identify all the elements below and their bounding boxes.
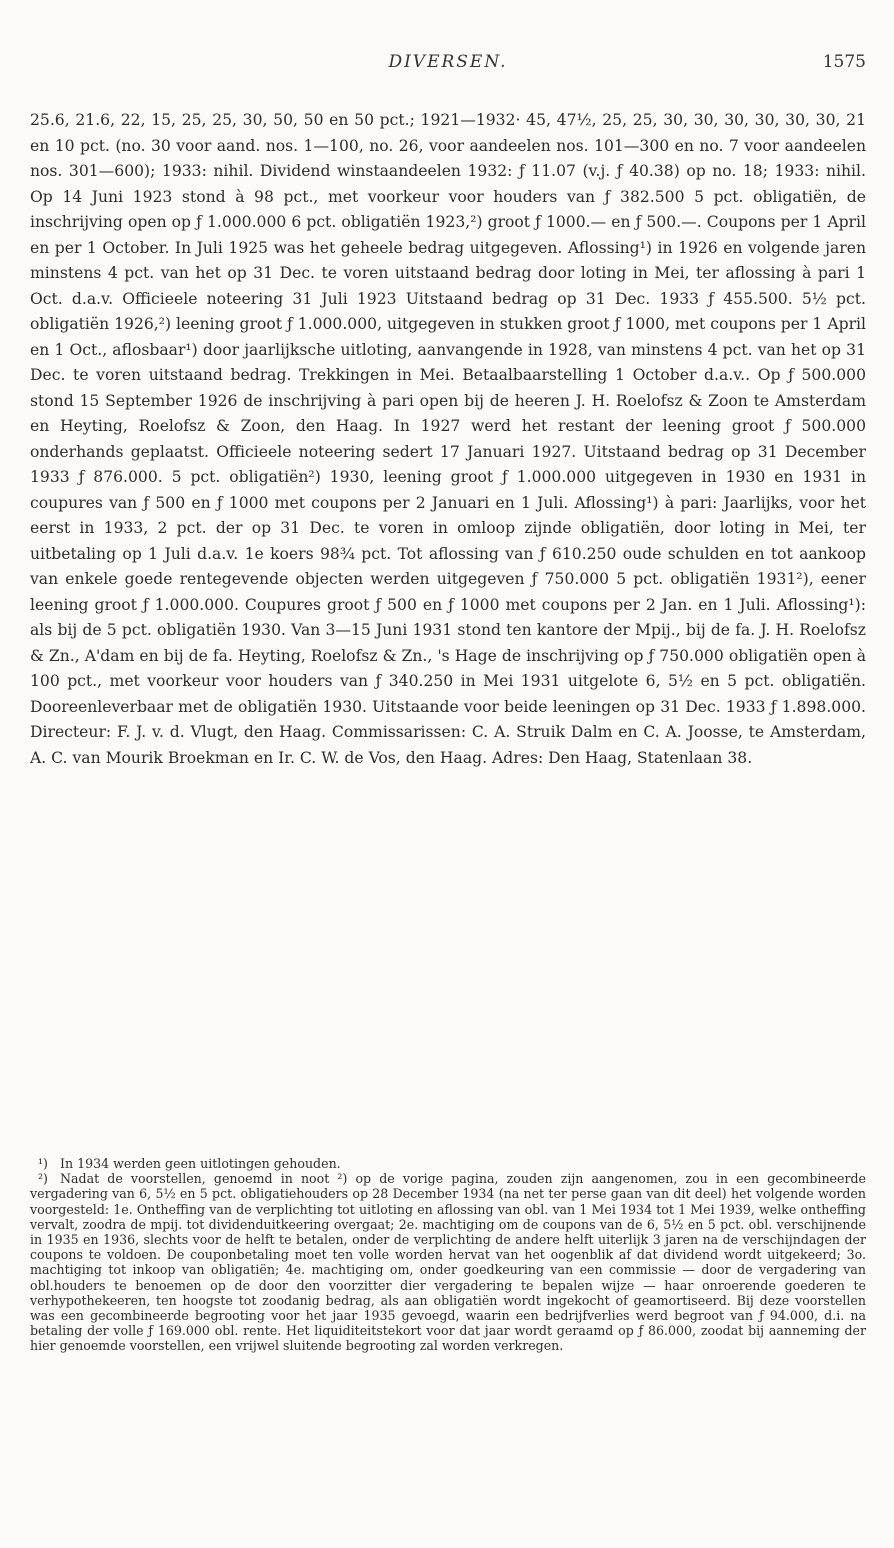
page-number: 1575 — [822, 52, 866, 72]
footnote-mark-2: ²) — [38, 1171, 48, 1187]
page-header — [30, 52, 866, 82]
footnote-2 — [30, 1171, 866, 1353]
footnote-1 — [30, 1156, 866, 1171]
running-title: DIVERSEN. — [388, 52, 508, 72]
footnote-mark-1: ¹) — [38, 1156, 48, 1171]
footnote-text-1: In 1934 werden geen uitlotingen gehouden. — [60, 1156, 341, 1171]
body-paragraph: 25.6, 21.6, 22, 15, 25, 25, 30, 50, 50 en 50 pct.; 1921—1932· 45, 47½, 25, 25, 30, 30, 30, 30, 30, 30, 21 en 10 pct. (no. 30 voor aand. nos. 1—100, no. 26, voor aandeelen nos. 101—300 en no. 7 voor aandeelen nos. 301—600); 1933: nihil. Dividend winstaandeelen 1932: ƒ 11.07 (v.j. ƒ 40.38) op no. 18; 1933: nihil. Op 14 Juni 1923 stond à 98 pct., met voorkeur voor houders van ƒ 382.500 5 pct. obligatiën, de inschrijving open op ƒ 1.000.000 6 pct. obligatiën 1923,²) groot ƒ 1000.— en ƒ 500.—. Coupons per 1 April en per 1 October. In Juli 1925 was het geheele bedrag uitgegeven. Aflossing¹) in 1926 en volgende jaren minstens 4 pct. van het op 31 Dec. te voren uitstaand bedrag door loting in Mei, ter aflossing à pari 1 Oct. d.a.v. Officieele noteering 31 Juli 1923 Uitstaand bedrag op 31 Dec. 1933 ƒ 455.500. 5½ pct. obligatiën 1926,²) leening groot ƒ 1.000.000, uitgegeven in stukken groot ƒ 1000, met coupons per 1 April en 1 Oct., aflosbaar¹) door jaarlijksche uitloting, aanvangende in 1928, van minstens 4 pct. van het op 31 Dec. te voren uitstaand bedrag. Trekkingen in Mei. Betaalbaarstelling 1 October d.a.v.. Op ƒ 500.000 stond 15 September 1926 de inschrijving à pari open bij de heeren J. H. Roelofsz & Zoon te Amsterdam en Heyting, Roelofsz & Zoon, den Haag. In 1927 werd het restant der leening groot ƒ 500.000 onderhands geplaatst. Officieele noteering sedert 17 Januari 1927. Uitstaand bedrag op 31 December 1933 ƒ 876.000. 5 pct. obligatiën²) 1930, leening groot ƒ 1.000.000 uitgegeven in 1930 en 1931 in coupures van ƒ 500 en ƒ 1000 met coupons per 2 Januari en 1 Juli. Aflossing¹) à pari: Jaarlijks, voor het eerst in 1933, 2 pct. der op 31 Dec. te voren in omloop zijnde obligatiën, door loting in Mei, ter uitbetaling op 1 Juli d.a.v. 1e koers 98¾ pct. Tot aflossing van ƒ 610.250 oude schulden en tot aankoop van enkele goede rentegevende objecten werden uitgegeven ƒ 750.000 5 pct. obligatiën 1931²), eener leening groot ƒ 1.000.000. Coupures groot ƒ 500 en ƒ 1000 met coupons per 2 Jan. en 1 Juli. Aflossing¹): als bij de 5 pct. obligatiën 1930. Van 3—15 Juni 1931 stond ten kantore der Mpij., bij de fa. J. H. Roelofsz & Zn., A'dam en bij de fa. Heyting, Roelofsz & Zn., 's Hage de inschrijving op ƒ 750.000 obligatiën open à 100 pct., met voorkeur voor houders van ƒ 340.250 in Mei 1931 uitgelote 6, 5½ en 5 pct. obligatiën. Dooreenleverbaar met de obligatiën 1930. Uitstaande voor beide leeningen op 31 Dec. 1933 ƒ 1.898.000. Directeur: F. J. v. d. Vlugt, den Haag. Commissarissen: C. A. Struik Dalm en C. A. Joosse, te Amsterdam, A. C. van Mourik Broekman en Ir. C. W. de Vos, den Haag. Adres: Den Haag, Statenlaan 38. — [30, 111, 866, 767]
body-text — [30, 108, 866, 1148]
footnote-text-2: Nadat de voorstellen, genoemd in noot ²) op de vorige pagina, zouden zijn aangenomen, zou in een gecombineerde vergadering van 6, 5½ en 5 pct. obligatiehouders op 28 December 1934 (na net ter perse gaan van dit deel) het volgende worden voorgesteld: 1e. Ontheffing van de verplichting tot uitloting en aflossing van obl. van 1 Mei 1934 tot 1 Mei 1939, welke ontheffing vervalt, zoodra de mpij. tot dividenduitkeering overgaat; 2e. machtiging om de coupons van de 6, 5½ en 5 pct. obl. verschijnende in 1935 en 1936, slechts voor de helft te betalen, onder de verplichting de andere helft uiterlijk 3 jaren na de verschijndagen der coupons te voldoen. De couponbetaling moet ten volle worden hervat van het oogenblik af dat dividend wordt uitgekeerd; 3o. machtiging tot inkoop van obligatiën; 4e. machtiging om, onder goedkeuring van een commissie — door de vergadering van obl.houders te benoemen op de door den voorzitter dier vergadering te bepalen wijze — haar onroerende goederen te verhypothekeeren, ten hoogste tot zoodanig bedrag, als aan obligatiën wordt ingekocht of geamortiseerd. Bij deze voorstellen was een gecombineerde begrooting voor het jaar 1935 gevoegd, waarin een bedrijfverlies werd begroot van ƒ 94.000, d.i. na betaling der volle ƒ 169.000 obl. rente. Het liquiditeitstekort voor dat jaar wordt geraamd op ƒ 86.000, zoodat bij aanneming der hier genoemde voorstellen, een vrijwel sluitende begrooting zal worden verkregen. — [30, 1171, 866, 1354]
footnotes — [30, 1156, 866, 1496]
